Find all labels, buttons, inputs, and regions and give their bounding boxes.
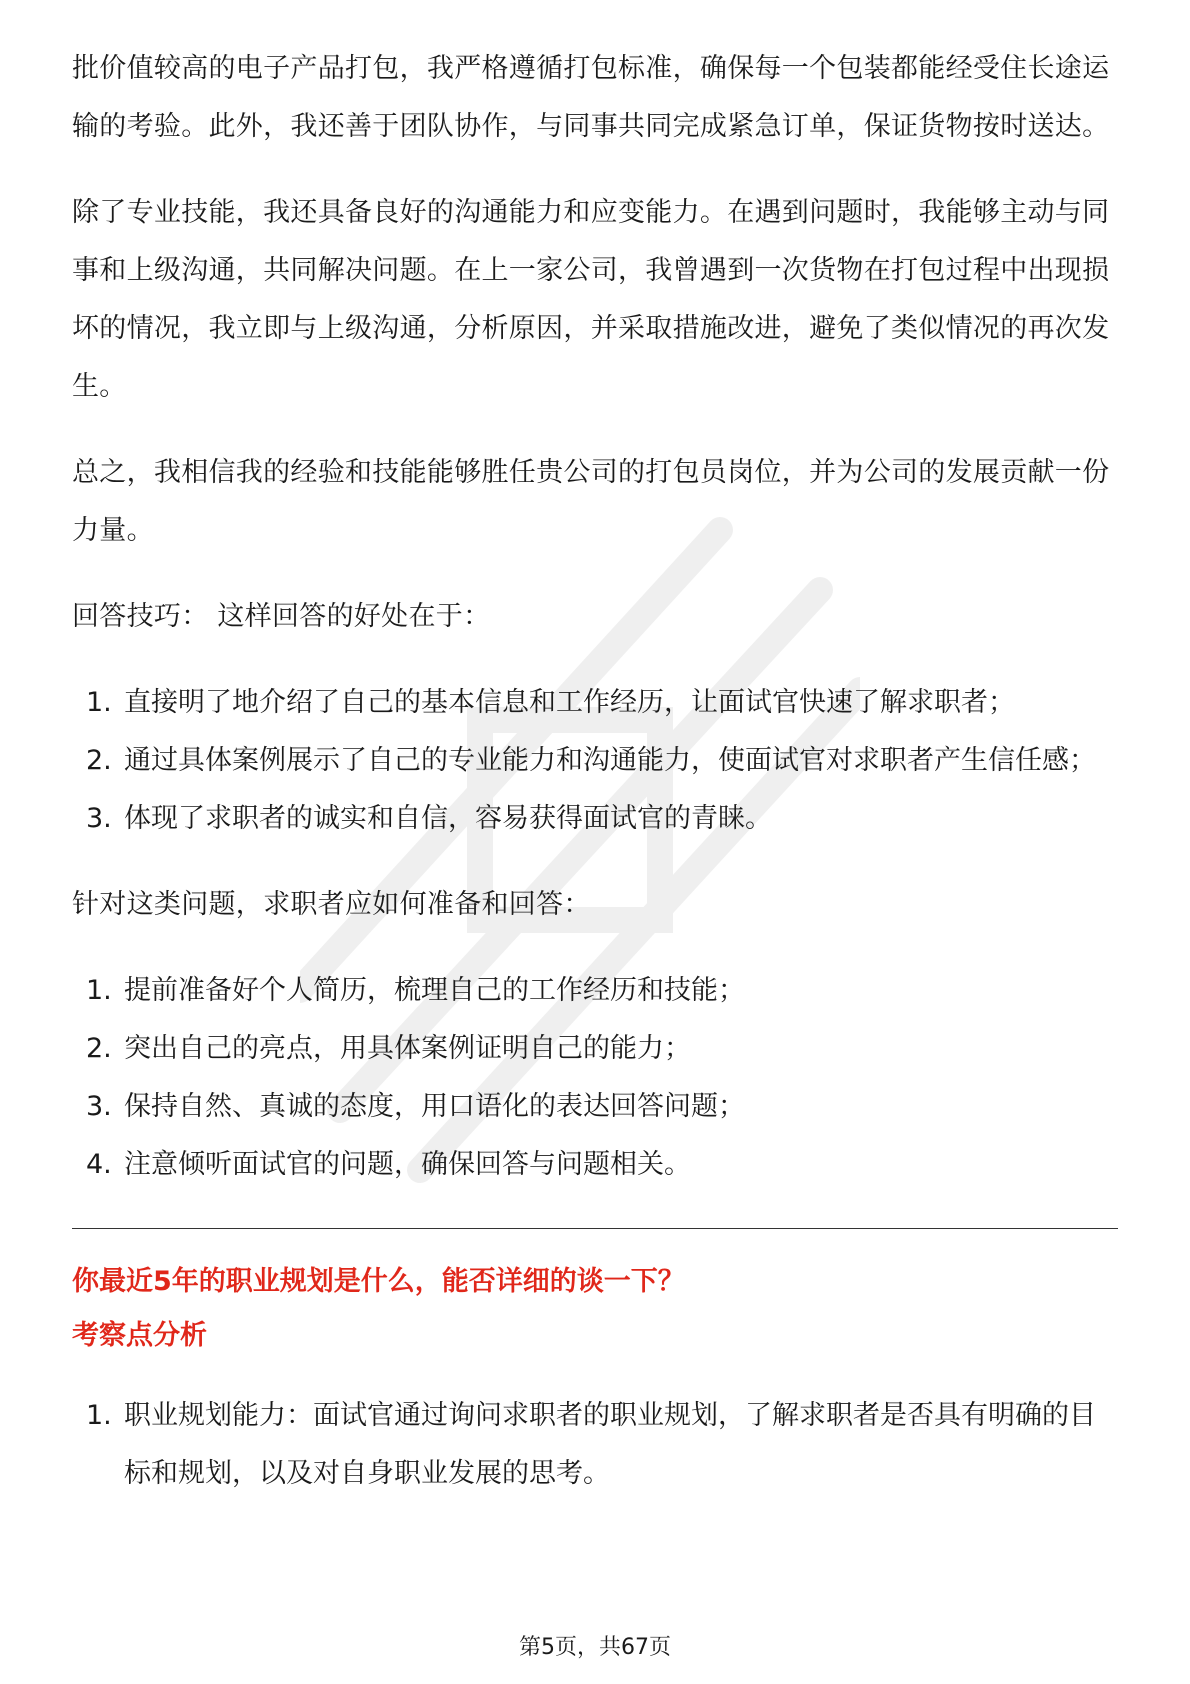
list-item: 2. 突出自己的亮点，用具体案例证明自己的能力； <box>86 1033 691 1064</box>
paragraph-conclusion: 总之，我相信我的经验和技能能够胜任贵公司的打包员岗位，并为公司的发展贡献一份力量。 <box>72 457 1110 546</box>
tips-label: 回答技巧： 这样回答的好处在于： <box>72 601 491 632</box>
paragraph-experience: 批价值较高的电子产品打包，我严格遵循打包标准，确保每一个包装都能经受住长途运输的考验。此外，我还善于团队协作，与同事共同完成紧急订单，保证货物按时送达。 <box>72 53 1110 142</box>
paragraph-communication: 除了专业技能，我还具备良好的沟通能力和应变能力。在遇到问题时，我能够主动与同事和上级沟通，共同解决问题。在上一家公司，我曾遇到一次货物在打包过程中出现损坏的情况，我立即与上级沟通，分析原因，并采取措施改进，避免了类似情况的再次发生。 <box>72 197 1110 402</box>
tips-list <box>72 674 1118 848</box>
prep-label: 针对这类问题，求职者应如何准备和回答： <box>72 889 591 920</box>
page-number: 第5页，共67页 <box>519 1635 671 1660</box>
section-divider <box>72 1228 1118 1229</box>
document-page <box>72 40 1118 1503</box>
analysis-subtitle: 考察点分析 <box>72 1320 207 1351</box>
list-item: 3. 保持自然、真诚的态度，用口语化的表达回答问题； <box>86 1091 745 1122</box>
list-item: 1. 直接明了地介绍了自己的基本信息和工作经历，让面试官快速了解求职者； <box>86 687 1015 718</box>
question-title: 你最近5年的职业规划是什么，能否详细的谈一下？ <box>72 1266 685 1297</box>
list-item: 2. 通过具体案例展示了自己的专业能力和沟通能力，使面试官对求职者产生信任感； <box>86 745 1096 776</box>
list-item: 1. 职业规划能力：面试官通过询问求职者的职业规划，了解求职者是否具有明确的目标和规划，以及对自身职业发展的思考。 <box>86 1400 1096 1489</box>
analysis-list <box>72 1387 1118 1503</box>
list-item: 1. 提前准备好个人简历，梳理自己的工作经历和技能； <box>86 975 745 1006</box>
prep-list <box>72 962 1118 1194</box>
list-item: 4. 注意倾听面试官的问题，确保回答与问题相关。 <box>86 1149 691 1180</box>
list-item: 3. 体现了求职者的诚实和自信，容易获得面试官的青睐。 <box>86 803 772 834</box>
